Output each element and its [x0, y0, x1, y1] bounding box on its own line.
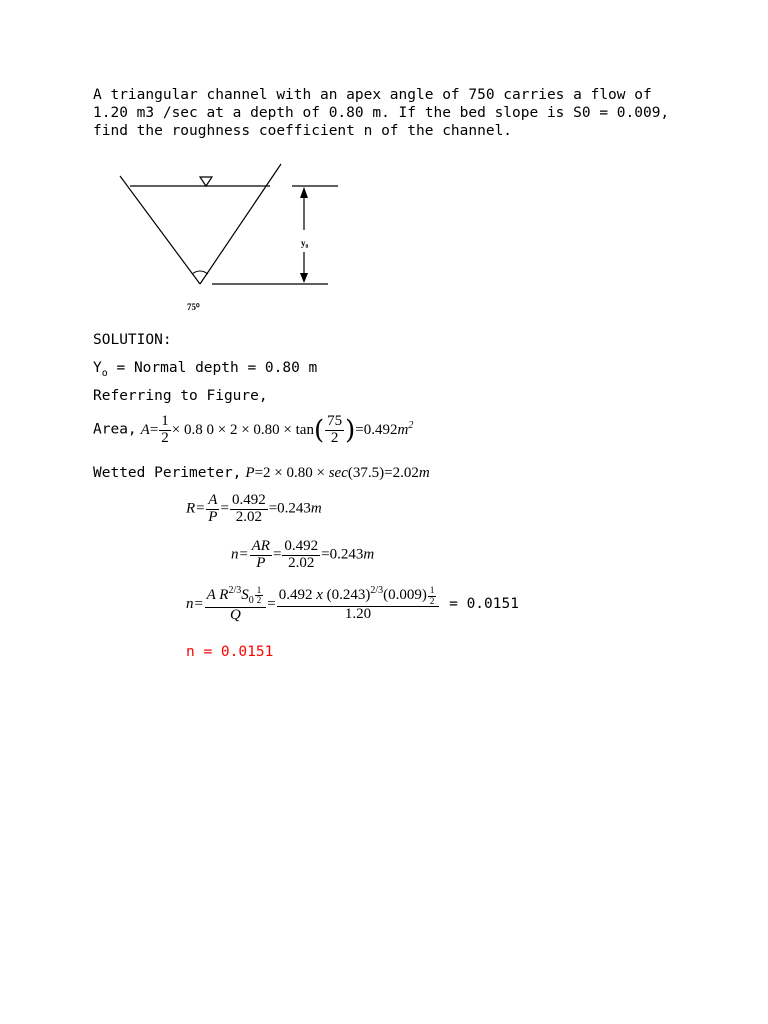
area-unit-exponent: 2: [408, 419, 414, 431]
fraction-denominator: 2.02: [235, 508, 262, 525]
sec-argument: 37.5: [352, 465, 380, 481]
wetted-perimeter-equation: Wetted Perimeter, P=2 × 0.80 × sec(37.5)=2.02m: [93, 465, 430, 481]
apex-angle-arc: [192, 271, 208, 274]
manning-fraction-symbolic: [205, 586, 267, 623]
numeric-slope-exponent: [428, 586, 437, 606]
numeric-radius-exponent: 2/3: [370, 585, 384, 597]
fraction-numerator: AR: [251, 538, 270, 554]
area-result: =0.492: [355, 421, 398, 438]
fraction-denominator: 2: [330, 429, 339, 446]
numeric-area: 0.492: [278, 587, 313, 604]
water-level-icon: [200, 177, 212, 186]
fraction-denominator: 2: [161, 429, 169, 446]
channel-right-side: [200, 164, 281, 284]
slope-symbol: S: [241, 587, 249, 603]
fraction-numerator: A: [208, 492, 218, 508]
n1-fraction-numeric: [282, 539, 320, 572]
r-result: =0.243: [268, 500, 311, 517]
fraction-numerator: 0.492: [231, 492, 266, 508]
discharge-symbol: Q: [230, 606, 241, 623]
n1-fraction-symbolic: [250, 539, 272, 572]
solution-heading: SOLUTION:: [93, 332, 172, 348]
final-answer: n = 0.0151: [186, 644, 274, 660]
manning-result: = 0.0151: [440, 596, 519, 613]
n1-unit: m: [363, 546, 375, 563]
perimeter-symbol: P: [245, 465, 255, 481]
equals-sign: =: [220, 500, 229, 517]
wetted-result: =2.02: [384, 465, 419, 481]
fraction-denominator: P: [208, 508, 218, 525]
fraction-numerator: 1: [429, 585, 435, 596]
area-label: Area,: [93, 421, 137, 438]
multiply-x: x: [316, 587, 323, 604]
arrow-up-icon: [300, 187, 308, 198]
numeric-discharge: 1.20: [344, 606, 372, 623]
numeric-slope: (0.009): [383, 587, 427, 604]
n2-lhs: n=: [186, 596, 204, 613]
r-lhs: R=: [186, 500, 206, 517]
radius-exponent: 2/3: [228, 585, 242, 596]
area-multiplication: × 0.8 0 × 2 × 0.80 × tan: [171, 421, 314, 438]
r-unit: m: [310, 500, 322, 517]
wetted-unit: m: [418, 465, 430, 481]
wetted-label: Wetted Perimeter,: [93, 465, 242, 481]
normal-depth-text: = Normal depth = 0.80 m: [107, 360, 318, 376]
equals-sign: =: [149, 421, 159, 438]
fraction-numerator: 75: [327, 413, 343, 429]
fraction-denominator: 2: [429, 595, 435, 606]
slope-exponent-fraction: [255, 586, 264, 606]
slope-subscript: 0: [248, 595, 254, 606]
depth-label: y₀: [301, 238, 309, 248]
equals-sign: =: [267, 596, 276, 613]
fraction-numerator: 0.492: [284, 538, 319, 554]
triangular-channel-diagram: [94, 156, 368, 318]
area-equation: Area, A= $\frac{1}{2}$ × 0.8 0 × 2 × 0.80 × tan( $\frac{75}{2}$ )$=0.492m^2$: [93, 413, 414, 446]
channel-figure: [94, 156, 368, 318]
r-fraction-symbolic: [206, 493, 219, 526]
arrow-down-icon: [300, 273, 308, 283]
manning-fraction-numeric: [277, 586, 440, 623]
wetted-multiplication: =2 × 0.80 ×: [254, 465, 325, 481]
normal-depth-subscript: o: [101, 367, 108, 379]
hydraulic-radius-equation: [186, 493, 322, 526]
fraction-denominator: 2.02: [288, 554, 315, 571]
area-symbol: A: [140, 421, 150, 438]
fraction-denominator: 2: [256, 595, 262, 606]
equals-sign: =: [272, 546, 282, 563]
n-intermediate-equation: [231, 539, 374, 572]
fraction-numerator: 1: [256, 585, 262, 595]
angle-label: 75⁰: [187, 302, 200, 312]
manning-equation: [186, 586, 519, 623]
area-unit: m: [397, 421, 409, 438]
manning-area-radius: A R: [206, 587, 229, 603]
half-fraction: [159, 414, 171, 447]
r-fraction-numeric: [230, 493, 268, 526]
fraction-denominator: P: [256, 554, 266, 571]
numeric-radius: (0.243): [326, 587, 371, 604]
normal-depth-symbol: Y: [93, 360, 102, 376]
channel-left-side: [120, 176, 200, 284]
referring-line: Referring to Figure,: [93, 388, 268, 404]
sec-function: sec: [328, 465, 348, 481]
angle-fraction: [325, 414, 344, 447]
normal-depth-line: [93, 360, 317, 379]
n1-result: =0.243: [321, 546, 364, 563]
problem-statement: A triangular channel with an apex angle of 750 carries a flow of 1.20 m3 /sec at a depth of 0.80 m. If the bed slope is S0 = 0.009, find the roughness coefficient n of the channel.: [93, 87, 670, 139]
fraction-numerator: 1: [161, 413, 169, 429]
n1-lhs: n=: [231, 546, 249, 563]
